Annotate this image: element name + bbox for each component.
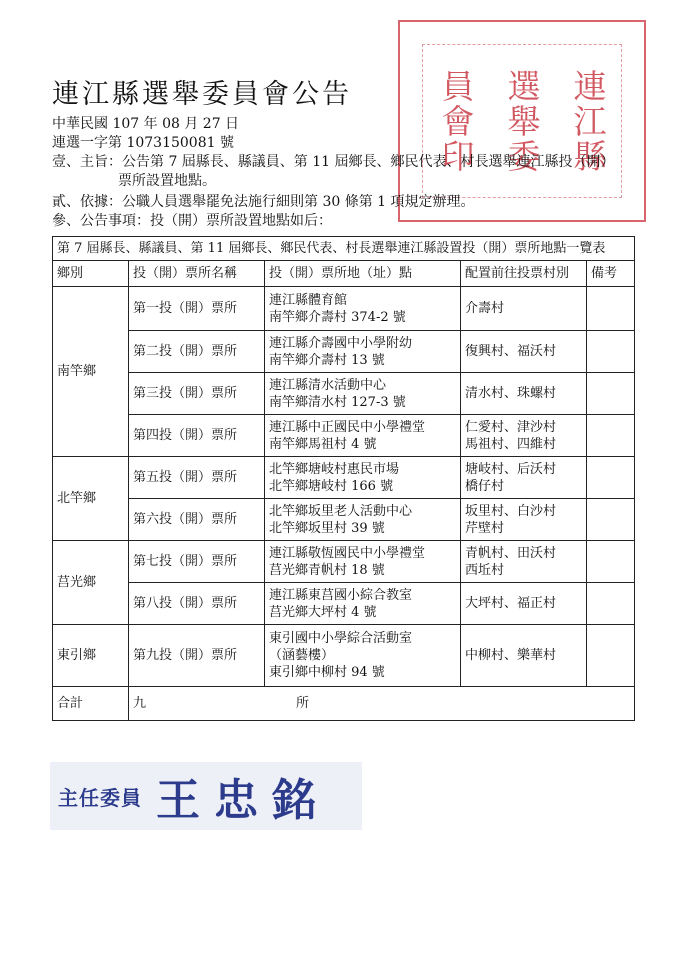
station-address: 連江縣清水活動中心 南竿鄉清水村 127-3 號 — [265, 373, 461, 415]
assigned-villages: 清水村、珠螺村 — [461, 373, 587, 415]
assigned-villages: 塘岐村、后沃村 橋仔村 — [461, 457, 587, 499]
polling-station-table — [52, 236, 635, 721]
assigned-villages: 大坪村、福正村 — [461, 583, 587, 625]
station-address: 連江縣中正國民中小學禮堂 南竿鄉馬祖村 4 號 — [265, 415, 461, 457]
seal-text: 選舉委 — [502, 68, 542, 174]
table-row — [53, 583, 635, 625]
station-address: 北竿鄉塘岐村惠民市場 北竿鄉塘岐村 166 號 — [265, 457, 461, 499]
column-header: 配置前往投票村別 — [461, 261, 587, 287]
items-line: 參、公告事項：投（開）票所設置地點如后： — [52, 213, 332, 229]
table-row — [53, 331, 635, 373]
township-cell: 南竿鄉 — [53, 287, 129, 457]
table-row — [53, 499, 635, 541]
station-address: 連江縣東莒國小綜合教室 莒光鄉大坪村 4 號 — [265, 583, 461, 625]
total-value: 九 所 — [129, 687, 635, 721]
assigned-villages: 青帆村、田沃村 西坵村 — [461, 541, 587, 583]
station-address: 東引國中小學綜合活動室 （涵藝樓） 東引鄉中柳村 94 號 — [265, 625, 461, 687]
signature-role: 主任委員 — [58, 785, 142, 810]
station-name: 第四投（開）票所 — [129, 415, 265, 457]
assigned-villages: 復興村、福沃村 — [461, 331, 587, 373]
station-address: 連江縣體育館 南竿鄉介壽村 374-2 號 — [265, 287, 461, 331]
basis-line: 貳、依據：公職人員選舉罷免法施行細則第 30 條第 1 項規定辦理。 — [52, 194, 475, 210]
seal-text: 員會印 — [436, 68, 476, 174]
signature-name: 王忠銘 — [156, 775, 330, 826]
subject-line: 壹、主旨：公告第 7 屆縣長、縣議員、第 11 屆鄉長、鄉民代表、村長選舉連江縣投（開） — [52, 154, 615, 170]
township-cell: 東引鄉 — [53, 625, 129, 687]
station-address: 連江縣敬恆國民中小學禮堂 莒光鄉青帆村 18 號 — [265, 541, 461, 583]
assigned-villages: 中柳村、樂華村 — [461, 625, 587, 687]
assigned-villages: 介壽村 — [461, 287, 587, 331]
station-name: 第五投（開）票所 — [129, 457, 265, 499]
subject-line-continued: 票所設置地點。 — [118, 173, 216, 189]
assigned-villages: 坂里村、白沙村 芹壁村 — [461, 499, 587, 541]
page-title: 連江縣選舉委員會公告 — [52, 79, 352, 110]
table-row — [53, 287, 635, 331]
assigned-villages: 仁愛村、津沙村 馬祖村、四維村 — [461, 415, 587, 457]
column-header: 鄉別 — [53, 261, 129, 287]
remarks-cell — [587, 331, 635, 373]
station-name: 第六投（開）票所 — [129, 499, 265, 541]
remarks-cell — [587, 583, 635, 625]
remarks-cell — [587, 287, 635, 331]
remarks-cell — [587, 625, 635, 687]
seal-text: 連江縣 — [568, 68, 608, 174]
column-header: 投（開）票所名稱 — [129, 261, 265, 287]
station-name: 第一投（開）票所 — [129, 287, 265, 331]
table-row — [53, 457, 635, 499]
remarks-cell — [587, 415, 635, 457]
station-name: 第八投（開）票所 — [129, 583, 265, 625]
station-address: 連江縣介壽國中小學附幼 南竿鄉介壽村 13 號 — [265, 331, 461, 373]
signature-stamp — [50, 762, 362, 830]
station-name: 第九投（開）票所 — [129, 625, 265, 687]
official-seal — [398, 20, 646, 222]
station-name: 第二投（開）票所 — [129, 331, 265, 373]
total-row — [53, 687, 635, 721]
remarks-cell — [587, 457, 635, 499]
column-header: 投（開）票所地（址）點 — [265, 261, 461, 287]
remarks-cell — [587, 373, 635, 415]
station-name: 第三投（開）票所 — [129, 373, 265, 415]
table-row — [53, 415, 635, 457]
station-name: 第七投（開）票所 — [129, 541, 265, 583]
announcement-date: 中華民國 107 年 08 月 27 日 — [52, 116, 240, 132]
township-cell: 北竿鄉 — [53, 457, 129, 541]
remarks-cell — [587, 541, 635, 583]
station-address: 北竿鄉坂里老人活動中心 北竿鄉坂里村 39 號 — [265, 499, 461, 541]
table-row — [53, 625, 635, 687]
document-number: 連選一字第 1073150081 號 — [52, 135, 234, 151]
table-row — [53, 541, 635, 583]
column-header: 備考 — [587, 261, 635, 287]
township-cell: 莒光鄉 — [53, 541, 129, 625]
remarks-cell — [587, 499, 635, 541]
total-label: 合計 — [53, 687, 129, 721]
table-header-row — [53, 261, 635, 287]
table-caption: 第 7 屆縣長、縣議員、第 11 屆鄉長、鄉民代表、村長選舉連江縣設置投（開）票所地點一覽表 — [53, 237, 635, 261]
table-row — [53, 373, 635, 415]
